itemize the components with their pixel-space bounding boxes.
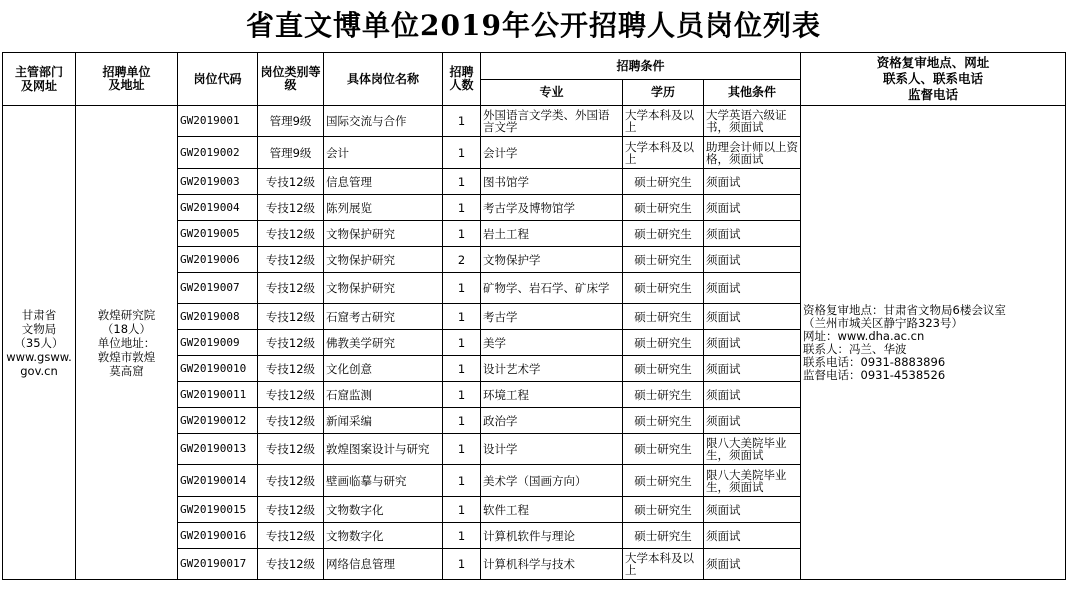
- cell-code: GW2019006: [178, 247, 258, 273]
- cell-edu: 大学本科及以上: [623, 106, 704, 137]
- cell-code: GW20190014: [178, 465, 258, 497]
- cell-name: 文物保护研究: [324, 247, 443, 273]
- header-code: 岗位代码: [178, 53, 258, 106]
- cell-code: GW2019001: [178, 106, 258, 137]
- page-title: 省直文博单位2019年公开招聘人员岗位列表: [246, 9, 821, 42]
- cell-name: 佛教美学研究: [324, 330, 443, 356]
- cell-code: GW20190016: [178, 523, 258, 549]
- cell-major: 设计学: [481, 434, 623, 465]
- cell-major: 岩土工程: [481, 221, 623, 247]
- header-level: 岗位类别等级: [258, 53, 324, 106]
- cell-other: 须面试: [704, 356, 801, 382]
- cell-level: 专技12级: [258, 304, 324, 330]
- cell-count: 1: [443, 549, 481, 580]
- cell-edu: 硕士研究生: [623, 247, 704, 273]
- cell-code: GW20190017: [178, 549, 258, 580]
- cell-edu: 硕士研究生: [623, 356, 704, 382]
- cell-edu: 硕士研究生: [623, 273, 704, 304]
- cell-code: GW20190012: [178, 408, 258, 434]
- cell-major: 软件工程: [481, 497, 623, 523]
- cell-name: 文物保护研究: [324, 273, 443, 304]
- cell-major: 设计艺术学: [481, 356, 623, 382]
- header-other: 其他条件: [704, 80, 801, 106]
- cell-other: 须面试: [704, 523, 801, 549]
- cell-count: 1: [443, 434, 481, 465]
- cell-other: 助理会计师以上资格，须面试: [704, 137, 801, 169]
- cell-major: 会计学: [481, 137, 623, 169]
- cell-name: 网络信息管理: [324, 549, 443, 580]
- cell-level: 专技12级: [258, 169, 324, 195]
- header-count: 招聘人数: [443, 53, 481, 106]
- cell-major: 环境工程: [481, 382, 623, 408]
- cell-count: 1: [443, 195, 481, 221]
- cell-code: GW2019009: [178, 330, 258, 356]
- cell-name: 新闻采编: [324, 408, 443, 434]
- cell-code: GW20190010: [178, 356, 258, 382]
- cell-count: 1: [443, 330, 481, 356]
- cell-name: 会计: [324, 137, 443, 169]
- cell-code: GW20190015: [178, 497, 258, 523]
- cell-other: 须面试: [704, 169, 801, 195]
- cell-major: 文物保护学: [481, 247, 623, 273]
- cell-edu: 硕士研究生: [623, 408, 704, 434]
- cell-major: 计算机科学与技术: [481, 549, 623, 580]
- cell-level: 管理9级: [258, 137, 324, 169]
- table-row: [3, 106, 1066, 137]
- header-name: 具体岗位名称: [324, 53, 443, 106]
- cell-level: 管理9级: [258, 106, 324, 137]
- unit-cell: 敦煌研究院 （18人） 单位地址： 敦煌市敦煌 莫高窟: [76, 106, 178, 580]
- cell-other: 须面试: [704, 549, 801, 580]
- cell-count: 1: [443, 408, 481, 434]
- cell-level: 专技12级: [258, 549, 324, 580]
- cell-major: 美术学（国画方向）: [481, 465, 623, 497]
- cell-other: 须面试: [704, 195, 801, 221]
- cell-level: 专技12级: [258, 247, 324, 273]
- cell-other: 限八大美院毕业生，须面试: [704, 434, 801, 465]
- cell-code: GW2019004: [178, 195, 258, 221]
- cell-level: 专技12级: [258, 465, 324, 497]
- cell-other: 须面试: [704, 408, 801, 434]
- cell-edu: 硕士研究生: [623, 497, 704, 523]
- cell-name: 文化创意: [324, 356, 443, 382]
- cell-code: GW2019007: [178, 273, 258, 304]
- cell-code: GW2019008: [178, 304, 258, 330]
- cell-level: 专技12级: [258, 523, 324, 549]
- cell-edu: 硕士研究生: [623, 465, 704, 497]
- dept-cell: 甘肃省 文物局 （35人） www.gsww. gov.cn: [3, 106, 76, 580]
- header-dept: 主管部门 及网址: [3, 53, 76, 106]
- cell-major: 美学: [481, 330, 623, 356]
- cell-edu: 硕士研究生: [623, 221, 704, 247]
- cell-name: 陈列展览: [324, 195, 443, 221]
- cell-name: 文物数字化: [324, 497, 443, 523]
- cell-edu: 硕士研究生: [623, 195, 704, 221]
- cell-other: 大学英语六级证书，须面试: [704, 106, 801, 137]
- cell-level: 专技12级: [258, 382, 324, 408]
- cell-count: 1: [443, 221, 481, 247]
- cell-name: 信息管理: [324, 169, 443, 195]
- cell-level: 专技12级: [258, 221, 324, 247]
- cell-code: GW20190011: [178, 382, 258, 408]
- header-conditions: 招聘条件: [481, 53, 801, 80]
- cell-name: 国际交流与合作: [324, 106, 443, 137]
- cell-other: 须面试: [704, 304, 801, 330]
- cell-other: 须面试: [704, 497, 801, 523]
- cell-name: 敦煌图案设计与研究: [324, 434, 443, 465]
- cell-other: 须面试: [704, 221, 801, 247]
- cell-major: 考古学及博物馆学: [481, 195, 623, 221]
- positions-table: [2, 52, 1066, 580]
- cell-name: 文物保护研究: [324, 221, 443, 247]
- cell-count: 1: [443, 273, 481, 304]
- cell-name: 文物数字化: [324, 523, 443, 549]
- cell-code: GW2019002: [178, 137, 258, 169]
- review-info-cell: 资格复审地点：甘肃省文物局6楼会议室 （兰州市城关区静宁路323号） 网址：www.dha.ac.cn 联系人：冯兰、华波 联系电话：0931-8883896 监督电话：0931-4538526: [801, 106, 1066, 580]
- cell-other: 须面试: [704, 382, 801, 408]
- cell-count: 1: [443, 169, 481, 195]
- cell-other: 须面试: [704, 273, 801, 304]
- cell-name: 石窟监测: [324, 382, 443, 408]
- cell-count: 1: [443, 382, 481, 408]
- cell-edu: 大学本科及以上: [623, 549, 704, 580]
- cell-count: 1: [443, 137, 481, 169]
- cell-other: 须面试: [704, 330, 801, 356]
- cell-name: 石窟考古研究: [324, 304, 443, 330]
- cell-count: 1: [443, 356, 481, 382]
- cell-other: 须面试: [704, 247, 801, 273]
- cell-level: 专技12级: [258, 497, 324, 523]
- header-review: 资格复审地点、网址 联系人、联系电话 监督电话: [801, 53, 1066, 106]
- cell-count: 1: [443, 465, 481, 497]
- cell-count: 1: [443, 304, 481, 330]
- cell-major: 考古学: [481, 304, 623, 330]
- cell-major: 图书馆学: [481, 169, 623, 195]
- cell-major: 矿物学、岩石学、矿床学: [481, 273, 623, 304]
- cell-edu: 硕士研究生: [623, 434, 704, 465]
- cell-code: GW20190013: [178, 434, 258, 465]
- cell-edu: 硕士研究生: [623, 330, 704, 356]
- cell-count: 1: [443, 523, 481, 549]
- cell-major: 计算机软件与理论: [481, 523, 623, 549]
- cell-level: 专技12级: [258, 408, 324, 434]
- cell-other: 限八大美院毕业生，须面试: [704, 465, 801, 497]
- cell-level: 专技12级: [258, 273, 324, 304]
- cell-code: GW2019005: [178, 221, 258, 247]
- cell-edu: 硕士研究生: [623, 169, 704, 195]
- header-edu: 学历: [623, 80, 704, 106]
- cell-level: 专技12级: [258, 356, 324, 382]
- cell-count: 1: [443, 497, 481, 523]
- cell-major: 政治学: [481, 408, 623, 434]
- cell-count: 1: [443, 106, 481, 137]
- cell-edu: 硕士研究生: [623, 523, 704, 549]
- cell-edu: 硕士研究生: [623, 304, 704, 330]
- cell-count: 2: [443, 247, 481, 273]
- cell-major: 外国语言文学类、外国语言文学: [481, 106, 623, 137]
- cell-code: GW2019003: [178, 169, 258, 195]
- cell-edu: 大学本科及以上: [623, 137, 704, 169]
- cell-level: 专技12级: [258, 330, 324, 356]
- cell-level: 专技12级: [258, 434, 324, 465]
- header-unit: 招聘单位 及地址: [76, 53, 178, 106]
- cell-level: 专技12级: [258, 195, 324, 221]
- header-major: 专业: [481, 80, 623, 106]
- table-body: [3, 106, 1066, 580]
- cell-edu: 硕士研究生: [623, 382, 704, 408]
- cell-name: 壁画临摹与研究: [324, 465, 443, 497]
